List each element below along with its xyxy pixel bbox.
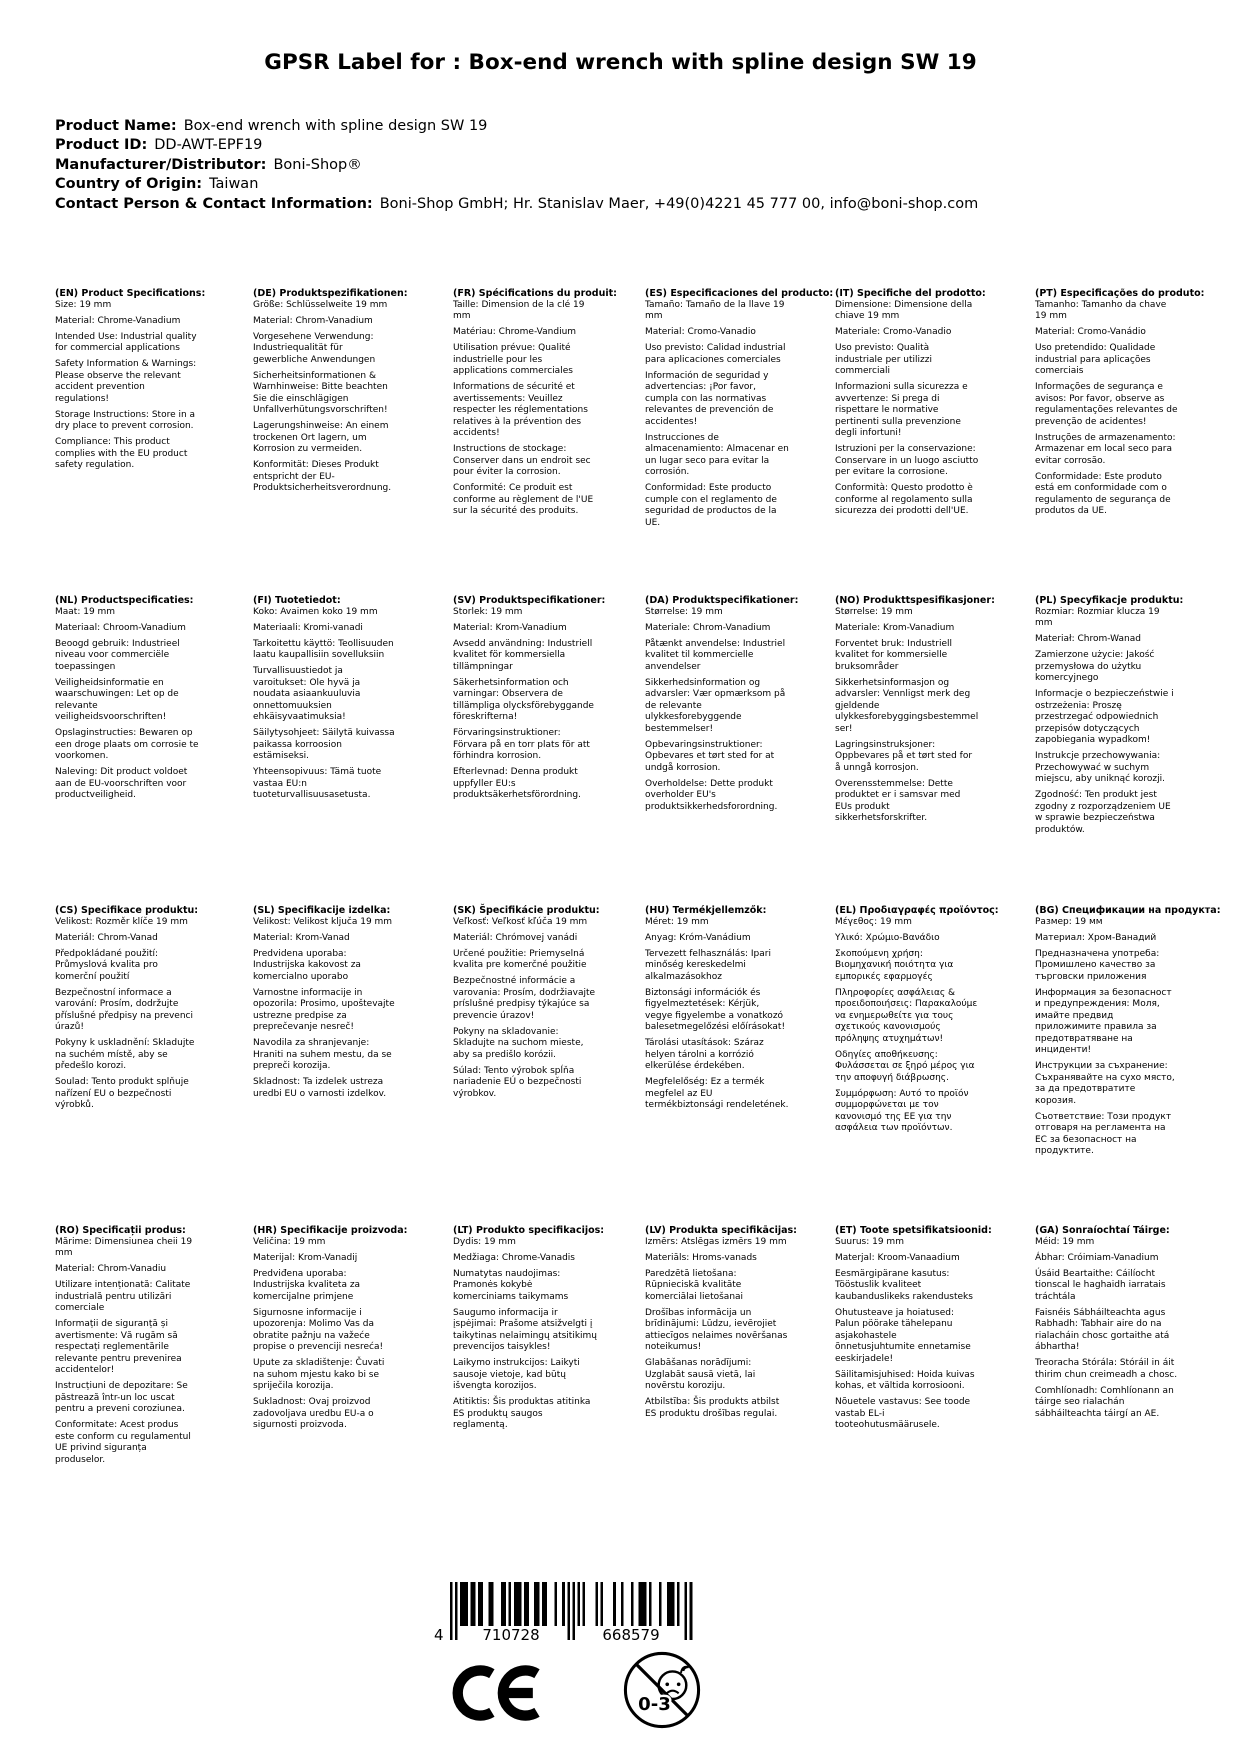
spec-block-body [55, 607, 253, 802]
product-name-label: Product Name: [55, 118, 177, 134]
spec-paragraph: Saugumo informacija ir įspėjimai: Prašome atsižvelgti į taikytinas nelaimingų atsitikimų prevencijos taisykles! [453, 1307, 598, 1352]
spec-paragraph: Veiligheidsinformatie en waarschuwingen: Let op de relevante veiligheidsvoorschriften! [55, 677, 179, 722]
spec-paragraph: Forventet bruk: Industriell kvalitet for kommersielle bruksområder [835, 638, 953, 672]
spec-paragraph: Conformidade: Este produto está em conformidade com o regulamento de segurança de produtos da UE. [1035, 471, 1171, 516]
spec-paragraph: Veľkosť: Veľkosť kľúča 19 mm [453, 916, 588, 927]
spec-block-header: (SV) Produktspecifikationer: [453, 595, 606, 606]
spec-paragraph: Laikymo instrukcijos: Laikyti sausoje vietoje, kad būtų išvengta korozijos. [453, 1358, 580, 1391]
manufacturer-row [55, 156, 978, 175]
spec-block-body [453, 607, 645, 802]
spec-paragraph: Säkerhetsinformation och varningar: Observera de tillämpliga olycksförebyggande föreskrifterna! [453, 677, 594, 722]
spec-paragraph: Skladnost: Ta izdelek ustreza uredbi EU o varnosti izdelkov. [253, 1077, 387, 1099]
spec-paragraph: Tamanho: Tamanho da chave 19 mm [1035, 299, 1167, 321]
spec-block-header: (LV) Produkta specifikācijas: [645, 1225, 797, 1236]
spec-paragraph: Размер: 19 мм [1035, 916, 1103, 927]
spec-grid [55, 288, 1221, 1471]
spec-paragraph: Biztonsági információk és figyelmeztetések: Kérjük, vegye figyelembe a vonatkozó balesetmegelőzési előírásokat! [645, 987, 786, 1032]
product-name-value: Box-end wrench with spline design SW 19 [183, 118, 488, 134]
spec-paragraph: Instrucciones de almacenamiento: Almacenar en un lugar seco para evitar la corrosión. [645, 432, 789, 477]
spec-block-header: (IT) Specifiche del prodotto: [835, 288, 986, 299]
spec-paragraph: Veličina: 19 mm [253, 1236, 326, 1247]
spec-paragraph: Velikost: Velikost ključa 19 mm [253, 916, 393, 927]
spec-paragraph: Material: Krom-Vanad [253, 932, 350, 943]
spec-paragraph: Paredzētā lietošana: Rūpnieciskā kvalitāte komerciālai lietošanai [645, 1268, 744, 1302]
spec-paragraph: Compliance: This product complies with the EU product safety regulation. [55, 437, 188, 470]
spec-paragraph: Instruções de armazenamento: Armazenar em local seco para evitar corrosão. [1035, 432, 1176, 466]
spec-paragraph: Konformität: Dieses Produkt entspricht der EU-Produktsicherheitsverordnung. [253, 460, 392, 493]
spec-paragraph: Tamaño: Tamaño de la llave 19 mm [645, 299, 785, 321]
spec-paragraph: Información de seguridad y advertencias: ¡Por favor, cumpla con las normativas relevantes de prevención de accidentes! [645, 370, 774, 427]
spec-paragraph: Zgodność: Ten produkt jest zgodny z rozporządzeniem UE w sprawie bezpieczeństwa produktów. [1035, 790, 1171, 835]
spec-paragraph: Opslaginstructies: Bewaren op een droge plaats om corrosie te voorkomen. [55, 728, 199, 761]
spec-paragraph: Beoogd gebruik: Industrieel niveau voor commerciële toepassingen [55, 638, 180, 672]
spec-paragraph: Informações de segurança e avisos: Por favor, observe as regulamentações relevantes de prevenção de acidentes! [1035, 382, 1178, 427]
spec-paragraph: Atbilstība: Šis produkts atbilst ES produktu drošības regulai. [645, 1397, 780, 1419]
spec-block-header: (DE) Produktspezifikationen: [253, 288, 408, 299]
spec-paragraph: Instrukcje przechowywania: Przechowywać w suchym miejscu, aby uniknąć korozji. [1035, 751, 1165, 784]
spec-paragraph: Materiál: Chrómovej vanádi [453, 932, 578, 943]
spec-paragraph: Μέγεθος: 19 mm [835, 916, 912, 927]
spec-block-header: (CS) Specifikace produktu: [55, 905, 199, 916]
spec-paragraph: Efterlevnad: Denna produkt uppfyller EU:s produktsäkerhetsförordning. [453, 767, 581, 800]
spec-paragraph: Taille: Dimension de la clé 19 mm [453, 299, 585, 321]
spec-paragraph: Påtænkt anvendelse: Industriel kvalitet til kommercielle anvendelser [645, 638, 786, 672]
manufacturer-value: Boni-Shop® [273, 156, 362, 173]
spec-paragraph: Säilytysohjeet: Säilytä kuivassa paikassa korroosion estämiseksi. [253, 728, 395, 761]
spec-block-fr [453, 288, 645, 595]
spec-paragraph: Tervezett felhasználás: Ipari minőség kereskedelmi alkalmazásokhoz [645, 948, 771, 982]
manufacturer-label: Manufacturer/Distributor: [55, 156, 267, 173]
spec-paragraph: Dimensione: Dimensione della chiave 19 mm [835, 299, 973, 321]
spec-paragraph: Faisnéis Sábháilteachta agus Rabhadh: Tabhair aire do na rialacháin chosc gortaithe atá ábhartha! [1035, 1307, 1170, 1352]
spec-paragraph: Navodila za shranjevanje: Hraniti na suhem mestu, da se prepreči korozija. [253, 1038, 392, 1071]
spec-paragraph: Izmērs: Atslēgas izmērs 19 mm [645, 1236, 787, 1247]
barcode-bars-icon [428, 1582, 698, 1646]
spec-paragraph: Materiaali: Kromi-vanadi [253, 622, 363, 633]
spec-paragraph: Bezpečnostní informace a varování: Prosím, dodržujte příslušné předpisy na prevenci úrazů! [55, 987, 194, 1032]
spec-paragraph: Predviđena uporaba: Industrijska kvaliteta za komercijalne primjene [253, 1268, 361, 1302]
spec-paragraph: Megfelelőség: Ez a termék megfelel az EU termékbiztonsági rendeletének. [645, 1077, 789, 1110]
spec-paragraph: Maat: 19 mm [55, 606, 116, 617]
spec-paragraph: Sicherheitsinformationen & Warnhinweise: Bitte beachten Sie die einschlägigen Unfallverhütungsvorschriften! [253, 370, 388, 415]
spec-paragraph: Méid: 19 mm [1035, 1236, 1095, 1247]
spec-block-header: (SL) Specifikacije izdelka: [253, 905, 391, 916]
spec-paragraph: Instrucțiuni de depozitare: Se păstrează într-un loc uscat pentru a preveni coroziunea. [55, 1381, 188, 1414]
spec-paragraph: Предназначена употреба: Промишлено качество за търговски приложения [1035, 948, 1160, 982]
spec-paragraph: Size: 19 mm [55, 299, 112, 310]
spec-block-nl [55, 595, 253, 905]
spec-block-body [645, 917, 835, 1112]
spec-block-it [835, 288, 1035, 595]
spec-paragraph: Инструкции за съхранение: Съхранявайте на сухо място, за да предотвратите корозия. [1035, 1061, 1175, 1106]
spec-paragraph: Opbevaringsinstruktioner: Opbevares et tørt sted for at undgå korrosion. [645, 739, 775, 773]
spec-block-body [645, 300, 835, 530]
spec-block-body [645, 607, 835, 814]
ce-mark-icon [452, 1663, 546, 1723]
product-id-value: DD-AWT-EPF19 [154, 137, 263, 154]
spec-block-header: (FI) Tuotetiedot: [253, 595, 341, 606]
country-of-origin-row [55, 175, 978, 194]
spec-block-body [253, 1237, 453, 1432]
spec-paragraph: Dydis: 19 mm [453, 1236, 516, 1247]
spec-block-fi [253, 595, 453, 905]
spec-paragraph: Πληροφορίες ασφάλειας & προειδοποιήσεις: Παρακαλούμε να ενημερωθείτε για τους σχετικούς κανονισμούς πρόληψης ατυχημάτων! [835, 987, 978, 1044]
page-title: GPSR Label for : Box-end wrench with spline design SW 19 [264, 50, 977, 75]
spec-paragraph: Předpokládané použití: Průmyslová kvalita pro komerční použití [55, 948, 159, 982]
spec-block-header: (FR) Spécifications du produit: [453, 288, 617, 299]
spec-block-header: (RO) Specificații produs: [55, 1225, 186, 1236]
spec-paragraph: Pokyny k uskladnění: Skladujte na suchém místě, aby se předešlo korozi. [55, 1038, 195, 1071]
spec-block-header: (ET) Toote spetsifikatsioonid: [835, 1225, 992, 1236]
spec-block-hu [645, 905, 835, 1225]
spec-block-sl [253, 905, 453, 1225]
spec-block-body [453, 1237, 645, 1432]
spec-block-header: (LT) Produkto specifikacijos: [453, 1225, 605, 1236]
spec-paragraph: Pokyny na skladovanie: Skladujte na suchom mieste, aby sa predišlo korózii. [453, 1026, 584, 1060]
spec-paragraph: Material: Cromo-Vanádio [1035, 327, 1146, 337]
spec-paragraph: Vorgesehene Verwendung: Industriequalität für gewerbliche Anwendungen [253, 331, 376, 365]
age-warning-label: 0-3 [638, 1694, 671, 1715]
spec-paragraph: Materiaal: Chroom-Vanadium [55, 622, 186, 633]
spec-paragraph: Overholdelse: Dette produkt overholder EU's produktsikkerhedsforordning. [645, 778, 778, 812]
spec-paragraph: Säilitamisjuhised: Hoida kuivas kohas, et vältida korrosiooni. [835, 1369, 975, 1391]
country-of-origin-label: Country of Origin: [55, 176, 203, 193]
spec-paragraph: Úsáid Beartaithe: Cáilíocht tionscal le haghaidh iarratais tráchtála [1035, 1268, 1166, 1302]
barcode [428, 1582, 698, 1646]
spec-paragraph: Určené použitie: Priemyselná kvalita pre komerčné použitie [453, 948, 587, 970]
spec-paragraph: Istruzioni per la conservazione: Conservare in un luogo asciutto per evitare la corrosione. [835, 444, 979, 477]
spec-paragraph: Lagerungshinweise: An einem trockenen Ort lagern, um Korrosion zu vermeiden. [253, 421, 389, 454]
spec-block-no [835, 595, 1035, 905]
spec-paragraph: Materiał: Chrom-Wanad [1035, 634, 1141, 644]
spec-paragraph: Förvaringsinstruktioner: Förvara på en torr plats för att förhindra korrosion. [453, 728, 590, 761]
spec-paragraph: Comhlíonadh: Comhlíonann an táirge seo rialachán sábháilteachta táirgí an AE. [1035, 1385, 1174, 1419]
spec-block-body [1035, 300, 1186, 518]
spec-paragraph: Medžiaga: Chrome-Vanadis [453, 1252, 575, 1263]
spec-paragraph: Yhteensopivuus: Tämä tuote vastaa EU:n tuoteturvallisuusasetusta. [253, 767, 382, 800]
spec-block-header: (EL) Προδιαγραφές προϊόντος: [835, 905, 999, 916]
spec-block-sv [453, 595, 645, 905]
spec-paragraph: Informazioni sulla sicurezza e avvertenze: Si prega di rispettare le normative pertinenti sulla prevenzione degli infortuni! [835, 382, 968, 438]
product-info [55, 117, 978, 214]
spec-paragraph: Materjal: Kroom-Vanaadium [835, 1252, 960, 1263]
spec-paragraph: Ohutusteave ja hoiatused: Palun pöörake tähelepanu asjakohastele õnnetusjuhtumite ennetamise eeskirjadele! [835, 1307, 971, 1364]
product-name-row [55, 117, 978, 136]
spec-paragraph: Uso previsto: Calidad industrial para aplicaciones comerciales [645, 343, 786, 365]
barcode-digits-left: 710728 [482, 1626, 540, 1644]
spec-paragraph: Materijal: Krom-Vanadij [253, 1252, 358, 1263]
spec-block-cs [55, 905, 253, 1225]
age-warning-0-3-icon [622, 1650, 702, 1730]
spec-block-header: (ES) Especificaciones del producto: [645, 288, 834, 299]
spec-block-body [835, 607, 1035, 825]
spec-block-header: (SK) Špecifikácie produktu: [453, 905, 600, 916]
spec-paragraph: Glabāšanas norādījumi: Uzglabāt sausā vietā, lai novērstu koroziju. [645, 1358, 756, 1391]
spec-paragraph: Материал: Хром-Ванадий [1035, 932, 1157, 943]
spec-paragraph: Größe: Schlüsselweite 19 mm [253, 299, 388, 310]
spec-paragraph: Mărime: Dimensiunea cheii 19 mm [55, 1236, 193, 1258]
spec-paragraph: Rozmiar: Rozmiar klucza 19 mm [1035, 606, 1160, 628]
spec-paragraph: Storage Instructions: Store in a dry place to prevent corrosion. [55, 409, 196, 431]
spec-block-body [835, 300, 1035, 518]
spec-paragraph: Numatytas naudojimas: Pramonės kokybė komerciniams taikymams [453, 1268, 569, 1302]
spec-paragraph: Súlad: Tento výrobok spĺňa nariadenie EÚ o bezpečnosti výrobkov. [453, 1065, 582, 1099]
spec-paragraph: Οδηγίες αποθήκευσης: Φυλάσσεται σε ξηρό μέρος για την αποφυγή διάβρωσης. [835, 1049, 975, 1083]
spec-block-lt [453, 1225, 645, 1471]
spec-paragraph: Matériau: Chrome-Vandium [453, 327, 577, 337]
spec-paragraph: Avsedd användning: Industriell kvalitet för kommersiella tillämpningar [453, 638, 593, 672]
spec-block-body [1035, 607, 1186, 837]
spec-paragraph: Tarkoitettu käyttö: Teollisuuden laatu kaupallisiin sovelluksiin [253, 638, 394, 660]
spec-paragraph: Upute za skladištenje: Čuvati na suhom mjestu kako bi se spriječila korozija. [253, 1358, 385, 1391]
spec-block-header: (GA) Sonraíochtaí Táirge: [1035, 1225, 1170, 1236]
spec-paragraph: Intended Use: Industrial quality for commercial applications [55, 331, 197, 353]
spec-paragraph: Utilisation prévue: Qualité industrielle pour les applications commerciales [453, 343, 573, 376]
spec-paragraph: Suurus: 19 mm [835, 1236, 904, 1247]
spec-block-header: (PT) Especificações do produto: [1035, 288, 1205, 299]
spec-paragraph: Instructions de stockage: Conserver dans un endroit sec pour éviter la corrosion. [453, 444, 591, 477]
spec-block-header: (EN) Product Specifications: [55, 288, 206, 299]
spec-paragraph: Bezpečnostné informácie a varovania: Prosím, dodržiavajte príslušné predpisy týkajúce sa prevencie úrazov! [453, 976, 596, 1021]
spec-block-ro [55, 1225, 253, 1471]
spec-paragraph: Størrelse: 19 mm [835, 606, 913, 617]
spec-paragraph: Drošības informācija un brīdinājumi: Lūdzu, ievērojiet attiecīgos nelaimes novēršanas noteikumus! [645, 1307, 788, 1352]
spec-block-da [645, 595, 835, 905]
spec-paragraph: Съответствие: Този продукт отговаря на регламента на ЕС за безопасност на продуктите. [1035, 1111, 1172, 1156]
spec-block-body [645, 1237, 835, 1421]
spec-paragraph: Turvallisuustiedot ja varoitukset: Ole hyvä ja noudata asiaankuuluvia onnettomuuksien ehkäisyvaatimuksia! [253, 666, 361, 722]
spec-block-pl [1035, 595, 1186, 905]
spec-block-body [835, 1237, 1035, 1432]
spec-block-es [645, 288, 835, 595]
spec-block-header: (HU) Termékjellemzők: [645, 905, 767, 916]
spec-paragraph: Overensstemmelse: Dette produktet er i samsvar med EUs produkt sikkerhetsforskrifter. [835, 778, 961, 823]
spec-paragraph: Sikkerhetsinformasjon og advarsler: Vennligst merk deg gjeldende ulykkesforebyggingsbestemmelser! [835, 677, 979, 734]
spec-paragraph: Material: Chrom-Vanadium [253, 315, 373, 326]
spec-paragraph: Materiale: Krom-Vanadium [835, 622, 955, 633]
spec-paragraph: Material: Krom-Vanadium [453, 622, 567, 633]
spec-paragraph: Storlek: 19 mm [453, 606, 523, 617]
spec-block-body [253, 917, 453, 1101]
spec-block-header: (DA) Produktspecifikationer: [645, 595, 799, 606]
spec-block-bg [1035, 905, 1221, 1225]
spec-paragraph: Conformitate: Acest produs este conform cu regulamentul UE privind siguranța produselor. [55, 1420, 191, 1465]
spec-block-body [253, 300, 453, 495]
spec-paragraph: Material: Cromo-Vanadio [645, 327, 756, 337]
spec-paragraph: Συμμόρφωση: Αυτό το προϊόν συμμορφώνεται με τον κανονισμό της ΕΕ για την ασφάλεια των προϊόντων. [835, 1088, 969, 1133]
spec-paragraph: Sikkerhedsinformation og advarsler: Vær opmærksom på de relevante ulykkesforebyggende bestemmelser! [645, 677, 786, 734]
spec-block-header: (BG) Спецификации на продукта: [1035, 905, 1221, 916]
spec-paragraph: Utilizare intenționată: Calitate industrială pentru utilizări comerciale [55, 1280, 191, 1313]
spec-paragraph: Naleving: Dit product voldoet aan de EU-voorschriften voor productveiligheid. [55, 767, 188, 800]
spec-block-ga [1035, 1225, 1186, 1471]
spec-block-body [55, 917, 253, 1112]
spec-paragraph: Υλικό: Χρώμιο-Βανάδιο [835, 932, 940, 943]
spec-paragraph: Uso previsto: Qualità industriale per utilizzi commerciali [835, 343, 932, 376]
product-id-row [55, 136, 978, 155]
contact-label: Contact Person & Contact Information: [55, 195, 373, 212]
spec-paragraph: Méret: 19 mm [645, 916, 709, 927]
spec-block-body [55, 1237, 253, 1467]
spec-block-body [253, 607, 453, 802]
spec-paragraph: Conformité: Ce produit est conforme au règlement de l'UE sur la sécurité des produits. [453, 483, 594, 516]
spec-paragraph: Predvidena uporaba: Industrijska kakovost za komercialno uporabo [253, 948, 361, 982]
country-of-origin-value: Taiwan [209, 176, 259, 193]
spec-paragraph: Anyag: Króm-Vanádium [645, 932, 751, 943]
spec-block-hr [253, 1225, 453, 1471]
spec-paragraph: Informații de siguranță și avertismente: Vă rugăm să respectați reglementările relevante pentru prevenirea accidentelor! [55, 1319, 182, 1375]
contact-row [55, 195, 978, 214]
contact-value: Boni-Shop GmbH; Hr. Stanislav Maer, +49(0)4221 45 777 00, info@boni-shop.com [379, 195, 979, 212]
spec-paragraph: Materiál: Chrom-Vanad [55, 932, 158, 943]
spec-paragraph: Størrelse: 19 mm [645, 606, 723, 617]
spec-paragraph: Ábhar: Cróimiam-Vanadium [1035, 1252, 1159, 1263]
spec-paragraph: Materiale: Chrom-Vanadium [645, 622, 771, 633]
spec-block-body [453, 300, 645, 518]
spec-paragraph: Atitiktis: Šis produktas atitinka ES produktų saugos reglamentą. [453, 1397, 591, 1430]
spec-paragraph: Информация за безопасност и предупреждения: Моля, имайте предвид приложимите правила за предотвратяване на инциденти! [1035, 987, 1172, 1055]
product-id-label: Product ID: [55, 137, 148, 154]
spec-block-pt [1035, 288, 1205, 595]
spec-block-header: (NO) Produkttspesifikasjoner: [835, 595, 995, 606]
spec-block-lv [645, 1225, 835, 1471]
spec-block-body [1035, 1237, 1186, 1421]
spec-paragraph: Sigurnosne informacije i upozorenja: Molimo Vas da obratite pažnju na važeće propise o prevenciji nesreća! [253, 1307, 384, 1352]
spec-block-header: (HR) Specifikacije proizvoda: [253, 1225, 408, 1236]
spec-block-el [835, 905, 1035, 1225]
spec-paragraph: Material: Chrom-Vanadiu [55, 1264, 167, 1274]
spec-block-body [55, 300, 253, 472]
spec-paragraph: Safety Information & Warnings: Please observe the relevant accident prevention regulations! [55, 359, 197, 404]
spec-block-header: (PL) Specyfikacje produktu: [1035, 595, 1184, 606]
spec-paragraph: Varnostne informacije in opozorila: Prosimo, upoštevajte ustrezne predpise za preprečevanje nesreč! [253, 987, 395, 1032]
spec-paragraph: Informacje o bezpieczeństwie i ostrzeżenia: Proszę przestrzegać odpowiednich przepisów dotyczących zapobiegania wypadkom! [1035, 689, 1174, 745]
spec-paragraph: Koko: Avaimen koko 19 mm [253, 606, 378, 617]
spec-paragraph: Velikost: Rozměr klíče 19 mm [55, 916, 188, 927]
spec-block-body [835, 917, 1035, 1135]
spec-paragraph: Uso pretendido: Qualidade industrial para aplicações comerciais [1035, 343, 1156, 376]
spec-paragraph: Conformidad: Este producto cumple con el reglamento de seguridad de productos de la UE. [645, 483, 777, 528]
spec-paragraph: Conformità: Questo prodotto è conforme al regolamento sulla sicurezza dei prodotti dell'UE. [835, 483, 973, 516]
spec-paragraph: Eesmärgipärane kasutus: Tööstuslik kvaliteet kaubanduslikeks rakendusteks [835, 1268, 973, 1302]
spec-paragraph: Treoracha Stórála: Stóráil in áit thirim chun creimeadh a chosc. [1035, 1358, 1178, 1380]
spec-paragraph: Sukladnost: Ovaj proizvod zadovoljava uredbu EU-a o sigurnosti proizvoda. [253, 1397, 374, 1430]
spec-paragraph: Informations de sécurité et avertissements: Veuillez respecter les réglementations relatives à la prévention des accidents! [453, 382, 588, 438]
spec-paragraph: Material: Chrome-Vanadium [55, 315, 181, 326]
spec-block-et [835, 1225, 1035, 1471]
barcode-digits-right: 668579 [602, 1626, 660, 1644]
spec-paragraph: Soulad: Tento produkt splňuje nařízení EU o bezpečnosti výrobků. [55, 1077, 189, 1110]
spec-block-header: (NL) Productspecificaties: [55, 595, 194, 606]
spec-block-body [453, 917, 645, 1101]
spec-paragraph: Materiāls: Hroms-vanads [645, 1252, 757, 1263]
spec-paragraph: Nõuetele vastavus: See toode vastab EL-i tooteohutusmäärusele. [835, 1397, 971, 1430]
spec-paragraph: Materiale: Cromo-Vanadio [835, 327, 952, 337]
spec-paragraph: Lagringsinstruksjoner: Oppbevares på et tørt sted for å unngå korrosjon. [835, 739, 973, 773]
spec-block-de [253, 288, 453, 595]
spec-paragraph: Zamierzone użycie: Jakość przemysłowa do użytku komercyjnego [1035, 650, 1155, 683]
spec-block-en [55, 288, 253, 595]
spec-block-sk [453, 905, 645, 1225]
spec-paragraph: Tárolási utasítások: Száraz helyen tárolni a korrózió elkerülése érdekében. [645, 1038, 764, 1071]
barcode-digit-first: 4 [434, 1626, 444, 1644]
spec-block-body [1035, 917, 1186, 1158]
spec-paragraph: Σκοπούμενη χρήση: Βιομηχανική ποιότητα για εμπορικές εφαρμογές [835, 948, 954, 982]
